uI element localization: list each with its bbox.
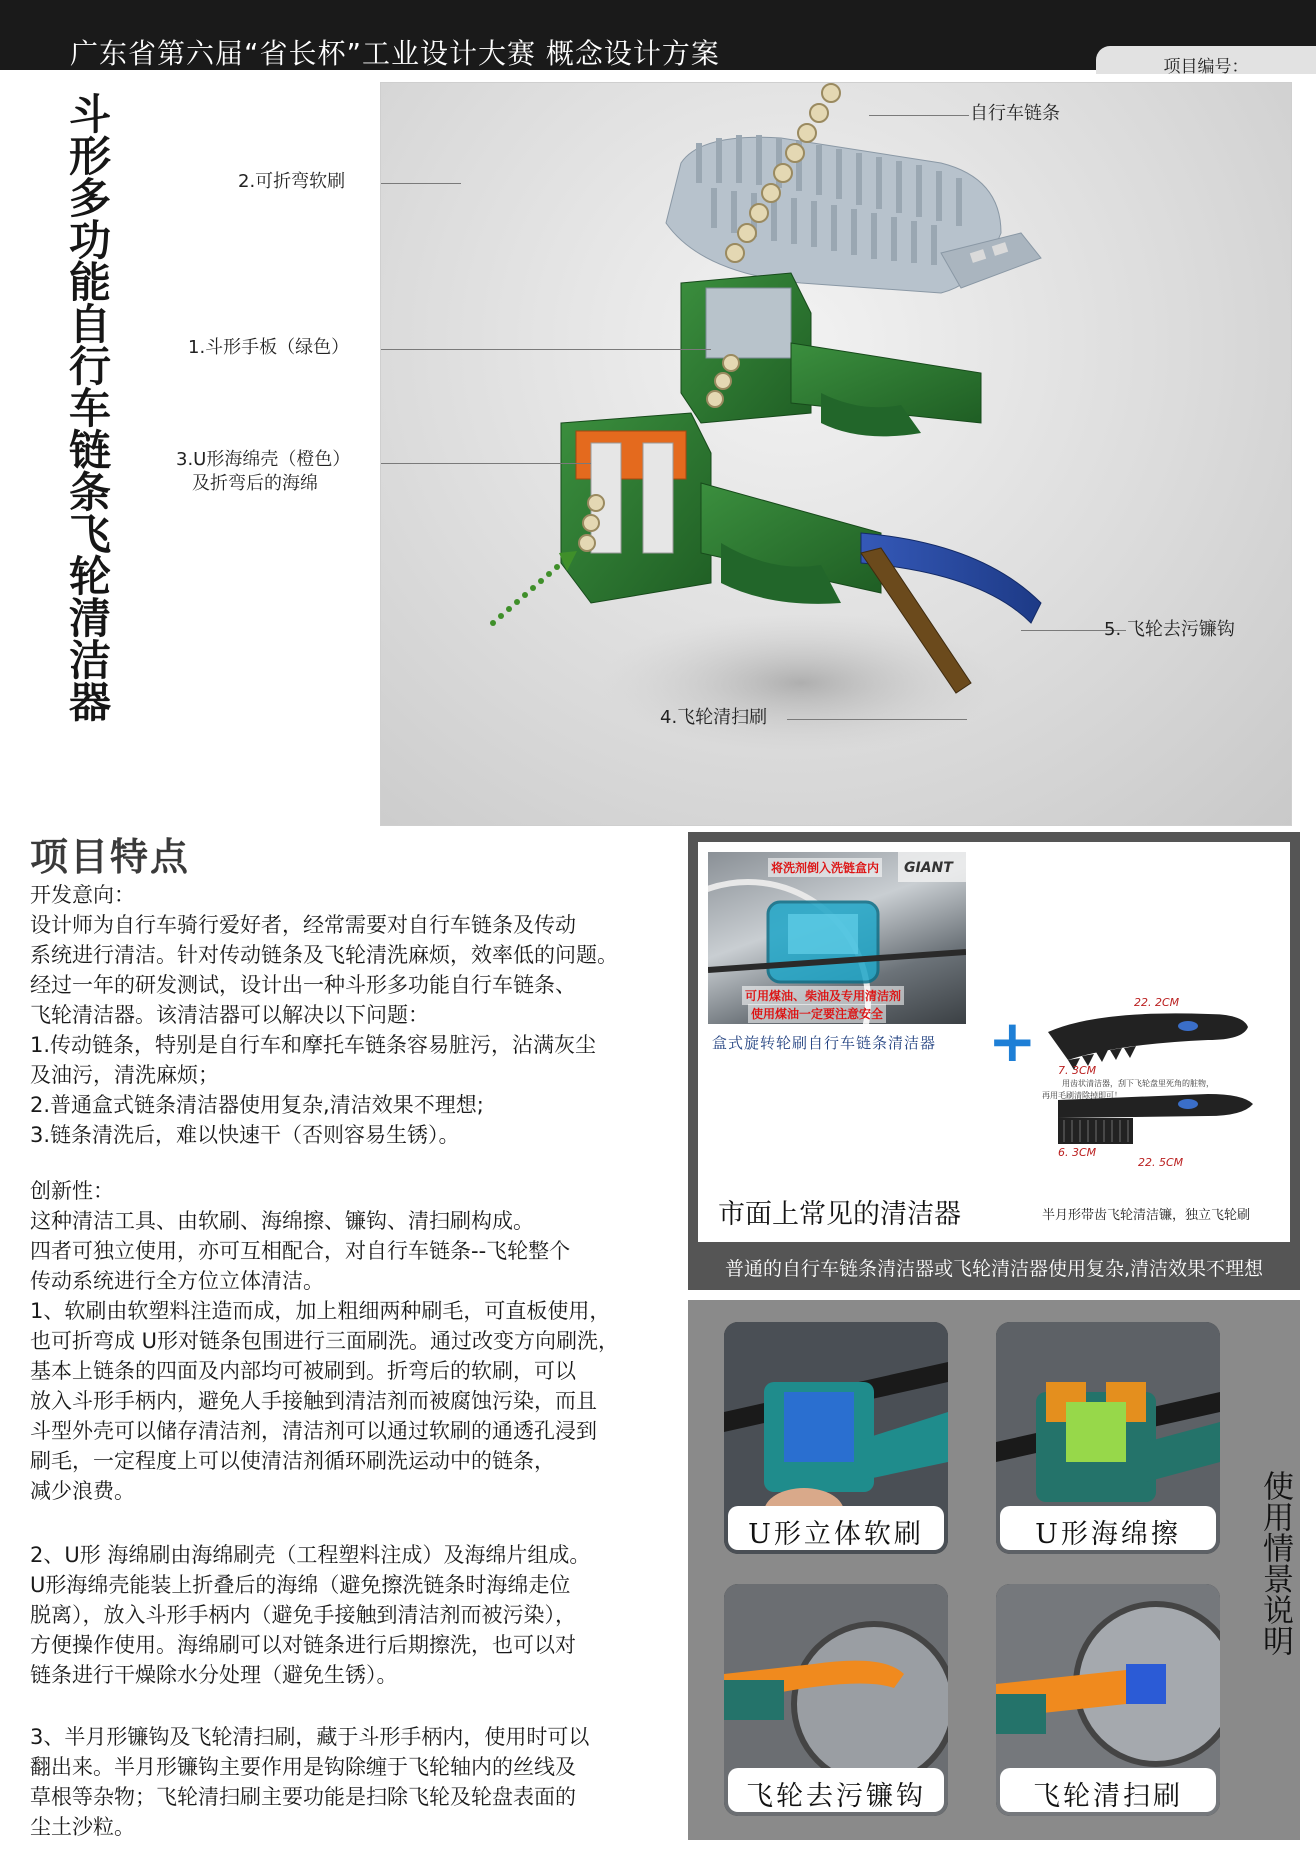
usage-photo-soft-brush [724, 1322, 948, 1554]
usage-caption-4: 飞轮清扫刷 [1000, 1768, 1216, 1812]
label-chain: 自行车链条 [970, 103, 1060, 124]
photo-tag-bottom-1: 可用煤油、柴油及专用清洁剂 [742, 986, 904, 1005]
product-render-panel [380, 82, 1292, 826]
usage-caption-1: U形立体软刷 [728, 1506, 944, 1550]
dim-bottom: 22. 5CM [1138, 1156, 1184, 1169]
innov-line: 1、软刷由软塑料注造而成，加上粗细两种刷毛，可直板使用， [30, 1299, 611, 1323]
market-title: 市面上常见的清洁器 [718, 1199, 961, 1230]
box-cleaner-photo [708, 852, 966, 1024]
hook-tools-illustration [1038, 992, 1288, 1172]
label-u-shell-1: 3.U形海绵壳（橙色） [176, 449, 351, 470]
innov-line: 这种清洁工具、由软刷、海绵擦、镰钩、清扫刷构成。 [30, 1209, 534, 1233]
label-cleaning-brush: 4.飞轮清扫刷 [660, 707, 768, 728]
dev-line: 1.传动链条，特别是自行车和摩托车链条容易脏污，沾满灰尘 [30, 1033, 597, 1057]
usage-side-title: 使用情景说明 [1257, 1470, 1293, 1656]
usage-photo-hook [724, 1584, 948, 1816]
features-innov-block [30, 1176, 680, 1506]
box-cleaner-caption: 盒式旋转轮刷自行车链条清洁器 [712, 1034, 937, 1052]
usage-caption-2: U形海绵擦 [1000, 1506, 1216, 1550]
features-p2-block [30, 1540, 680, 1690]
p2-line: 脱离），放入斗形手柄内（避免手接触到清洁剂而被污染）， [30, 1603, 576, 1627]
usage-caption-3: 飞轮去污镰钩 [728, 1768, 944, 1812]
plus-icon: + [988, 1007, 1037, 1075]
market-footer: 普通的自行车链条清洁器或飞轮清洁器使用复杂,清洁效果不理想 [724, 1258, 1264, 1280]
leader-u-shell [381, 463, 591, 464]
innov-line: 放入斗形手柄内，避免人手接触到清洁剂而被腐蚀污染，而且 [30, 1389, 597, 1413]
header-bar [0, 0, 1316, 77]
project-number-tab: 项目编号： [1096, 46, 1316, 74]
label-u-shell-2: 及折弯后的海绵 [192, 473, 318, 494]
features-dev-block [30, 880, 680, 1150]
header-title: 广东省第六届“省长杯”工业设计大赛 概念设计方案 [70, 37, 720, 70]
photo-tag-top: 将洗剂倒入洗链盒内 [768, 858, 882, 877]
dev-title: 开发意向： [30, 883, 135, 907]
innov-line: 基本上链条的四面及内部均可被刷到。折弯后的软刷，可以 [30, 1359, 576, 1383]
dim-top: 22. 2CM [1134, 996, 1180, 1009]
p3-line: 草根等杂物；飞轮清扫刷主要功能是扫除飞轮及轮盘表面的 [30, 1785, 576, 1809]
dev-line: 2.普通盒式链条清洁器使用复杂,清洁效果不理想; [30, 1093, 484, 1117]
usage-scenario-panel [688, 1300, 1300, 1840]
label-hook: 5. 飞轮去污镰钩 [1104, 619, 1235, 640]
innov-title: 创新性： [30, 1179, 114, 1203]
innov-line: 刷毛，一定程度上可以使清洁剂循环刷洗运动中的链条， [30, 1449, 555, 1473]
photo-tag-bottom-2: 使用煤油一定要注意安全 [748, 1004, 886, 1023]
upper-green-handle [681, 273, 981, 436]
innov-line: 斗型外壳可以储存清洁剂，清洁剂可以通过软刷的通透孔浸到 [30, 1419, 597, 1443]
innov-line: 减少浪费。 [30, 1479, 135, 1503]
dev-line: 经过一年的研发测试，设计出一种斗形多功能自行车链条、 [30, 973, 576, 997]
note-line-2: 再用毛刷清除掉即可！ [1042, 1091, 1122, 1100]
label-soft-brush: 2.可折弯软刷 [238, 171, 346, 192]
innov-line: 四者可独立使用，亦可互相配合，对自行车链条--飞轮整个 [30, 1239, 571, 1263]
lower-green-handle [561, 413, 881, 604]
note-line-1: 用齿状清洁器，刮下飞轮盘里死角的脏物， [1062, 1079, 1214, 1088]
p2-line: U形海绵壳能装上折叠后的海绵（避免擦洗链条时海绵走位 [30, 1573, 571, 1597]
vertical-title: 斗形多功能自行车链条飞轮清洁器 [63, 92, 112, 722]
leader-cleaning-brush [787, 719, 967, 720]
label-handle-plate: 1.斗形手板（绿色） [188, 337, 350, 358]
features-p3-block [30, 1722, 680, 1842]
p3-line: 3、半月形镰钩及飞轮清扫刷，藏于斗形手柄内，使用时可以 [30, 1725, 590, 1749]
p3-line: 翻出来。半月形镰钩主要作用是钩除缠于飞轮轴内的丝线及 [30, 1755, 576, 1779]
usage-photo-brush [996, 1584, 1220, 1816]
dev-line: 飞轮清洁器。该清洁器可以解决以下问题： [30, 1003, 429, 1027]
p2-line: 方便操作使用。海绵刷可以对链条进行后期擦洗，也可以对 [30, 1633, 576, 1657]
dim-low: 6. 3CM [1058, 1146, 1097, 1159]
innov-line: 传动系统进行全方位立体清洁。 [30, 1269, 324, 1293]
leader-chain [869, 115, 969, 116]
dev-line: 系统进行清洁。针对传动链条及飞轮清洗麻烦，效率低的问题。 [30, 943, 618, 967]
dev-line: 3.链条清洗后，难以快速干（否则容易生锈）。 [30, 1123, 460, 1147]
dim-mid: 7. 3CM [1058, 1064, 1097, 1077]
dev-line: 及油污，清洗麻烦； [30, 1063, 219, 1087]
p3-line: 尘土沙粒。 [30, 1815, 135, 1839]
market-cleaners-panel [688, 832, 1300, 1290]
leader-soft-brush [381, 183, 461, 184]
product-render-illustration [381, 83, 1292, 826]
features-heading: 项目特点 [30, 835, 191, 879]
photo-brand: GIANT [904, 860, 953, 876]
dev-line: 设计师为自行车骑行爱好者，经常需要对自行车链条及传动 [30, 913, 576, 937]
dotted-arrow [490, 551, 577, 626]
leader-handle-plate [381, 349, 711, 350]
p2-line: 2、U形 海绵刷由海绵刷壳（工程塑料注成）及海绵片组成。 [30, 1543, 591, 1567]
p2-line: 链条进行干燥除水分处理（避免生锈）。 [30, 1663, 398, 1687]
market-inner [698, 842, 1290, 1242]
usage-photo-sponge [996, 1322, 1220, 1554]
innov-line: 也可折弯成 U形对链条包围进行三面刷洗。通过改变方向刷洗， [30, 1329, 620, 1353]
hook-caption: 半月形带齿飞轮清洁镰，独立飞轮刷 [1042, 1208, 1251, 1223]
